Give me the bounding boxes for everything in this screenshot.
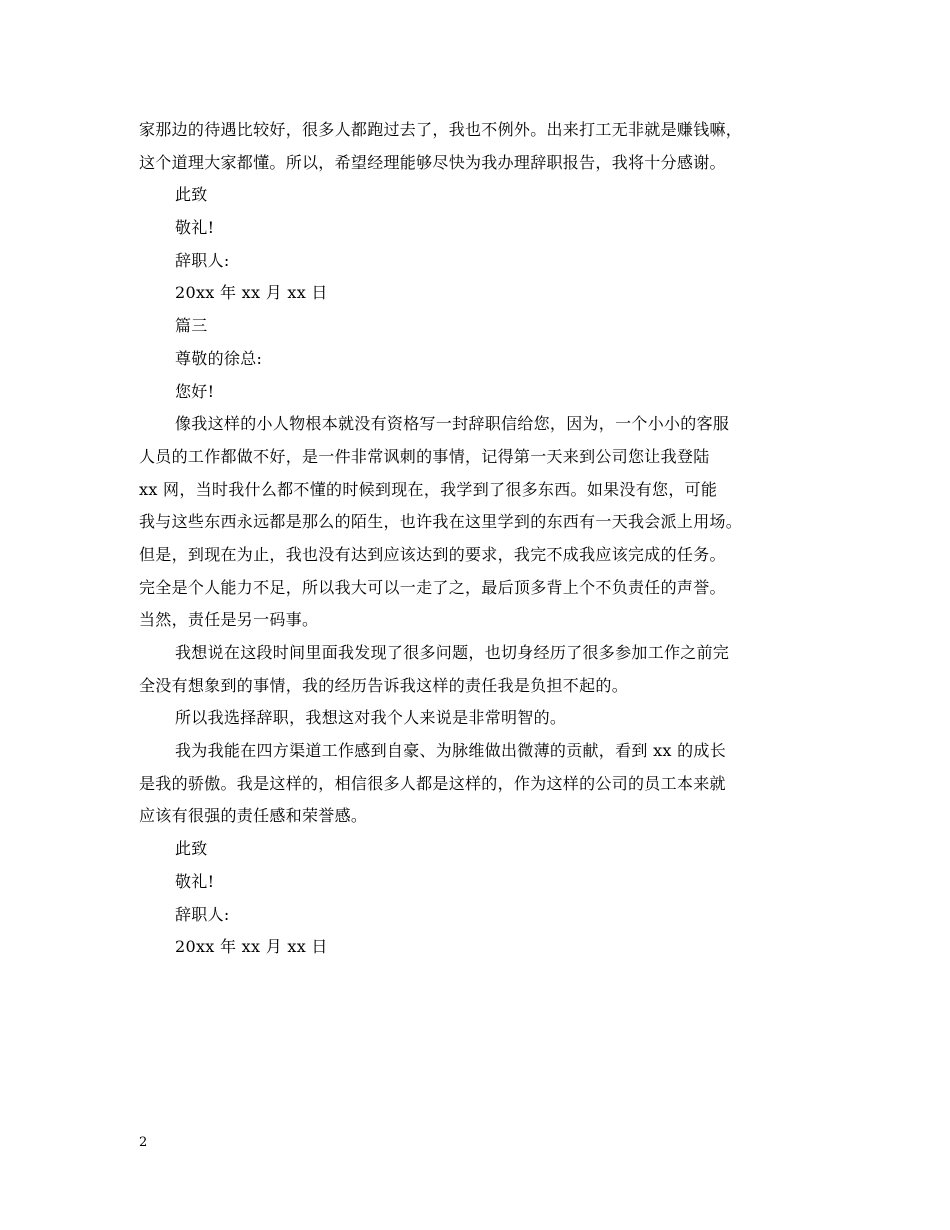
text-line: 当然，责任是另一码事。 xyxy=(139,610,319,630)
page-number: 2 xyxy=(139,1135,148,1150)
text-line: 我与这些东西永远都是那么的陌生，也许我在这里学到的东西有一天我会派上用场。 xyxy=(139,512,743,532)
text-line: 敬礼! xyxy=(175,218,215,238)
text-line: 但是，到现在为止，我也没有达到应该达到的要求，我完不成我应该完成的任务。 xyxy=(139,544,726,564)
text-line: 完全是个人能力不足，所以我大可以一走了之，最后顶多背上个不负责任的声誉。 xyxy=(139,577,726,597)
text-line: 全没有想象到的事情，我的经历告诉我这样的责任我是负担不起的。 xyxy=(139,675,629,695)
text-line: 所以我选择辞职，我想这对我个人来说是非常明智的。 xyxy=(175,708,567,728)
text-line: 人员的工作都做不好，是一件非常讽刺的事情，记得第一天来到公司您让我登陆 xyxy=(139,446,710,466)
text-line: 20xx 年 xx 月 xx 日 xyxy=(175,937,328,957)
text-line: 像我这样的小人物根本就没有资格写一封辞职信给您，因为，一个小小的客服 xyxy=(175,414,730,434)
text-line: 敬礼! xyxy=(175,871,215,891)
text-line: 20xx 年 xx 月 xx 日 xyxy=(175,283,328,303)
text-line: 应该有很强的责任感和荣誉感。 xyxy=(139,806,368,826)
text-line: 是我的骄傲。我是这样的，相信很多人都是这样的，作为这样的公司的员工本来就 xyxy=(139,773,726,793)
text-line: 我为我能在四方渠道工作感到自豪、为脉维做出微薄的贡献，看到 xx 的成长 xyxy=(175,741,727,761)
text-line: 家那边的待遇比较好，很多人都跑过去了，我也不例外。出来打工无非就是赚钱嘛， xyxy=(139,120,743,139)
text-line: xx 网，当时我什么都不懂的时候到现在，我学到了很多东西。如果没有您，可能 xyxy=(139,479,718,499)
text-line: 这个道理大家都懂。所以，希望经理能够尽快为我办理辞职报告，我将十分感谢。 xyxy=(139,152,726,172)
text-line: 篇三 xyxy=(175,316,208,336)
text-line: 辞职人: xyxy=(175,904,230,924)
text-line: 此致 xyxy=(175,185,208,205)
text-line: 此致 xyxy=(175,839,208,859)
text-line: 您好! xyxy=(175,381,215,401)
text-line: 尊敬的徐总: xyxy=(175,348,263,368)
document-body xyxy=(139,114,819,964)
text-line: 我想说在这段时间里面我发现了很多问题，也切身经历了很多参加工作之前完 xyxy=(175,643,730,662)
text-line: 辞职人: xyxy=(175,250,230,270)
